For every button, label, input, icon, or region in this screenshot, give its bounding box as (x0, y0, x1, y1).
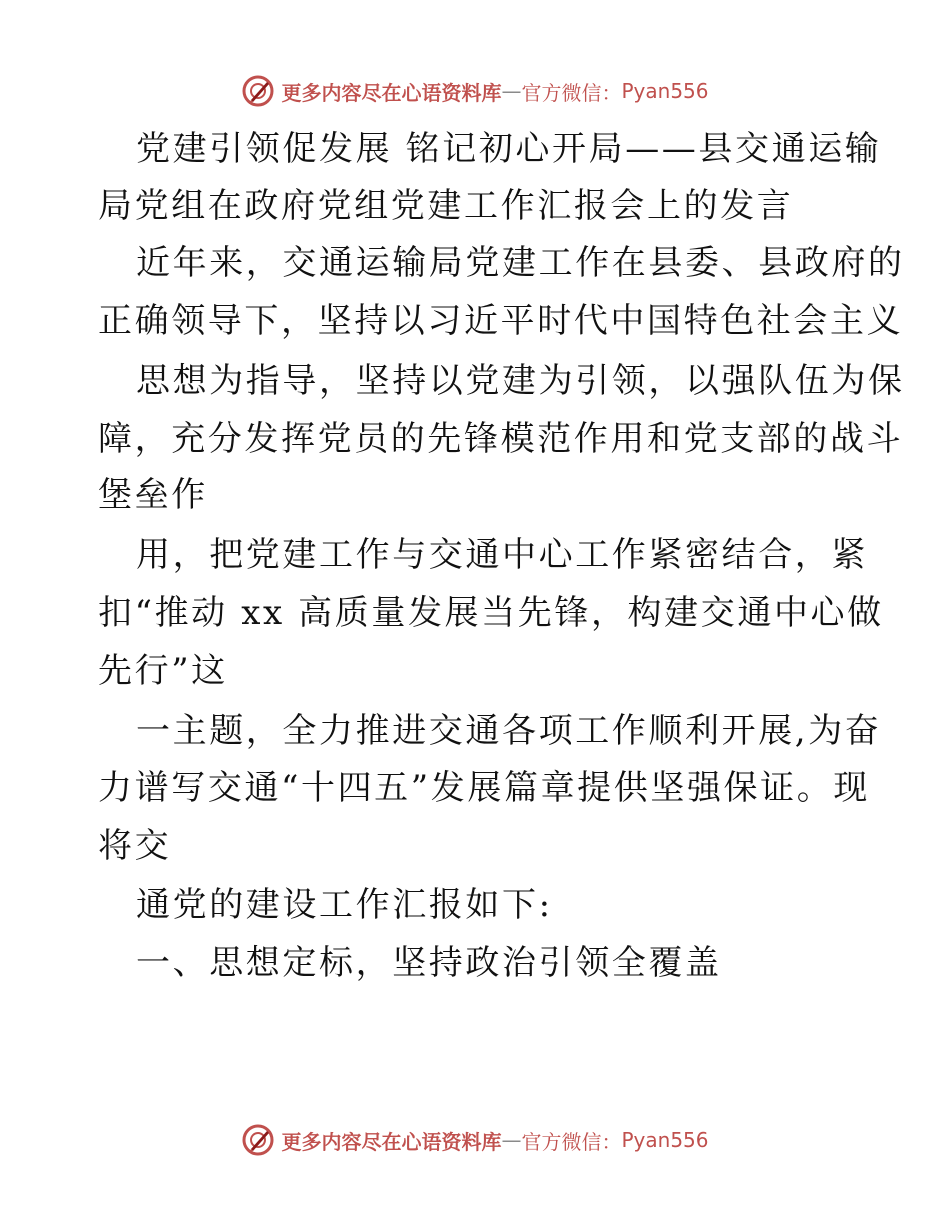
watermark-separator: — (501, 1128, 522, 1152)
body-line: 思想为指导，坚持以党建为引领，以强队伍为保 (136, 361, 905, 401)
pen-circle-logo-icon (241, 74, 275, 108)
body-line: 正确领导下，坚持以习近平时代中国特色社会主义 (98, 301, 904, 341)
title-line-1: 党建引领促发展 铭记初心开局——县交通运输 (136, 129, 882, 169)
watermark-wechat-id: Pyan556 (621, 79, 709, 103)
body-line: 堡垒作 (98, 475, 208, 515)
header-watermark (0, 71, 950, 111)
body-line: 先行”这 (98, 651, 228, 691)
watermark-brand: 更多内容尽在心语资料库 (281, 80, 502, 105)
watermark-wechat-label: 官方微信： (521, 1129, 622, 1154)
footer-watermark (0, 1120, 950, 1160)
body-line: 一主题，全力推进交通各项工作顺利开展,为奋 (136, 711, 882, 751)
body-line: 用，把党建工作与交通中心工作紧密结合，紧 (136, 535, 868, 575)
watermark-separator: — (501, 79, 522, 103)
watermark-brand: 更多内容尽在心语资料库 (281, 1129, 502, 1154)
pen-circle-logo-icon (241, 1123, 275, 1157)
body-line: 将交 (98, 826, 172, 866)
body-line: 近年来，交通运输局党建工作在县委、县政府的 (136, 243, 905, 283)
body-line: 力谱写交通“十四五”发展篇章提供坚强保证。现 (98, 768, 870, 808)
watermark-wechat-label: 官方微信： (521, 80, 622, 105)
title-line-2: 局党组在政府党组党建工作汇报会上的发言 (98, 186, 794, 226)
body-line: 通党的建设工作汇报如下: (136, 885, 553, 925)
section-heading: 一、思想定标，坚持政治引领全覆盖 (136, 943, 722, 983)
watermark-wechat-id: Pyan556 (621, 1128, 709, 1152)
body-line: 障，充分发挥党员的先锋模范作用和党支部的战斗 (98, 419, 904, 459)
body-line: 扣“推动 xx 高质量发展当先锋，构建交通中心做 (98, 593, 884, 633)
